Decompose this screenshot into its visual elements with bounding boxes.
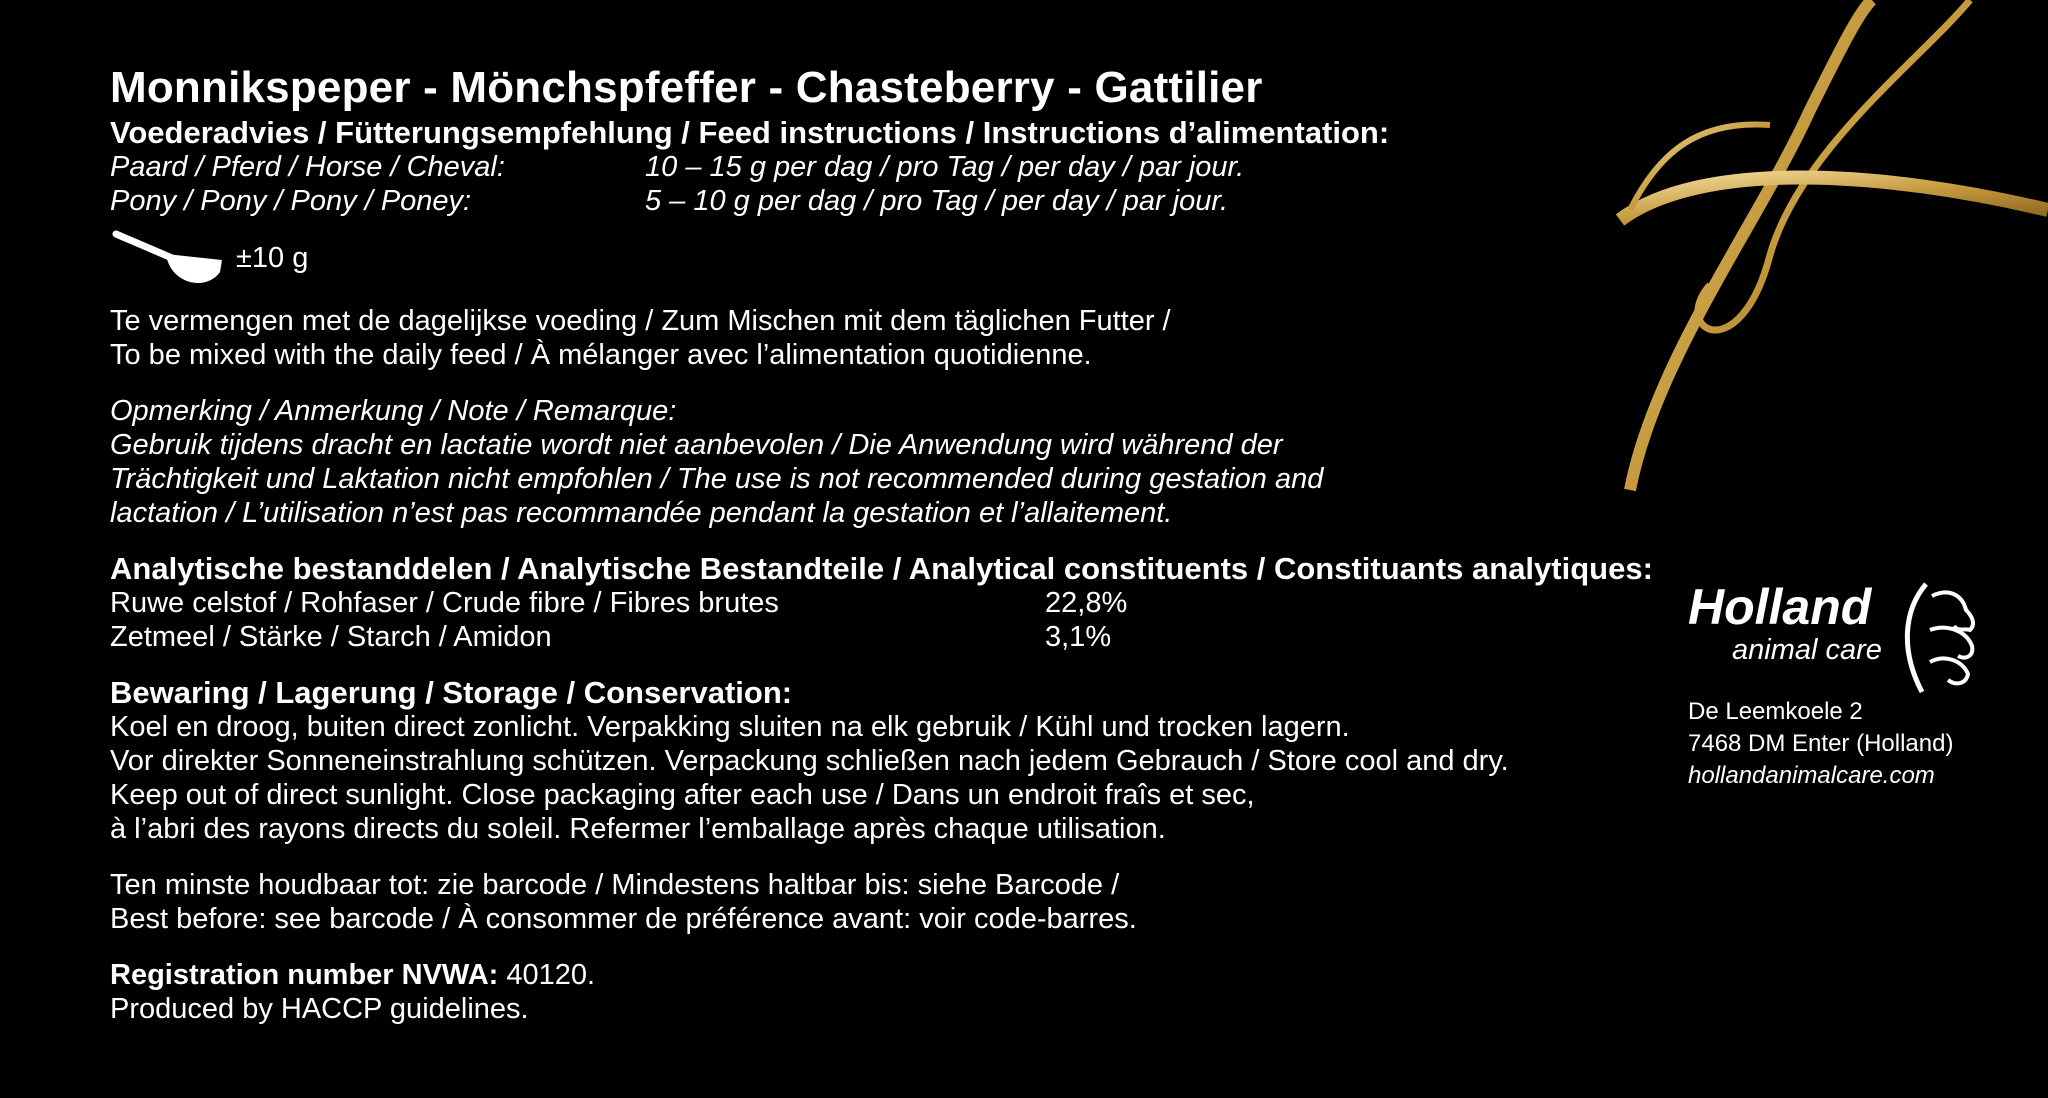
brand-block — [1688, 580, 2008, 792]
storage-heading: Bewaring / Lagerung / Storage / Conservation: — [110, 675, 793, 710]
feed-row-pony — [110, 184, 1670, 218]
scoop-icon — [110, 224, 230, 292]
note-heading: Opmerking / Anmerkung / Note / Remarque: — [110, 395, 677, 427]
storage-line: à l’abri des rayons directs du soleil. Refermer l’emballage après chaque utilisation. — [110, 813, 1166, 845]
analytical-name: Zetmeel / Stärke / Starch / Amidon — [110, 621, 552, 653]
mix-line: To be mixed with the daily feed / À mélanger avec l’alimentation quotidienne. — [110, 339, 1092, 371]
brand-name: Holland — [1688, 579, 1872, 635]
note-line: Trächtigkeit und Laktation nicht empfohlen / The use is not recommended during gestation and — [110, 463, 1324, 495]
feed-row-horse — [110, 150, 1670, 184]
analytical-row — [110, 620, 1670, 654]
analytical-value: 22,8% — [1045, 587, 1128, 619]
note-line: Gebruik tijdens dracht en lactatie wordt niet aanbevolen / Die Anwendung wird während der — [110, 429, 1283, 461]
registration — [110, 958, 1670, 992]
analytical-heading: Analytische bestanddelen / Analytische Bestandteile / Analytical constituents / Constituants analytiques: — [110, 551, 1653, 586]
haccp-note: Produced by HACCP guidelines. — [110, 993, 529, 1025]
scoop-label: ±10 g — [236, 241, 309, 274]
feed-amount: 10 – 15 g per dag / pro Tag / per day / par jour. — [645, 151, 1245, 183]
label-text — [110, 60, 1670, 1026]
storage-line: Koel en droog, buiten direct zonlicht. Verpakking sluiten na elk gebruik / Kühl und trocken lagern. — [110, 711, 1350, 743]
address-street: De Leemkoele 2 — [1688, 698, 1863, 725]
feed-heading: Voederadvies / Fütterungsempfehlung / Feed instructions / Instructions d’alimentation: — [110, 115, 1390, 150]
animal-heads-logo-icon — [1896, 580, 1978, 700]
analytical-value: 3,1% — [1045, 621, 1112, 653]
best-before-line: Ten minste houdbaar tot: zie barcode / Mindestens haltbar bis: siehe Barcode / — [110, 869, 1120, 901]
address-city: 7468 DM Enter (Holland) — [1688, 730, 1954, 757]
note-line: lactation / L’utilisation n’est pas recommandée pendant la gestation et l’allaitement. — [110, 497, 1173, 529]
scoop-info — [110, 222, 1670, 294]
best-before-line: Best before: see barcode / À consommer de préférence avant: voir code-barres. — [110, 903, 1137, 935]
feed-amount: 5 – 10 g per dag / pro Tag / per day / par jour. — [645, 185, 1229, 217]
registration-label: Registration number NVWA: — [110, 959, 499, 991]
storage-line: Vor direkter Sonneneinstrahlung schützen. Verpackung schließen nach jedem Gebrauch / Store cool and dry. — [110, 745, 1509, 777]
storage-line: Keep out of direct sunlight. Close packaging after each use / Dans un endroit fraîs et sec, — [110, 779, 1255, 811]
brand-sub: animal care — [1732, 634, 1882, 666]
page-title: Monnikspeper - Mönchspfeffer - Chasteberry - Gattilier — [110, 63, 1263, 112]
analytical-name: Ruwe celstof / Rohfaser / Crude fibre / Fibres brutes — [110, 587, 779, 619]
mix-line: Te vermengen met de dagelijkse voeding / Zum Mischen mit dem täglichen Futter / — [110, 305, 1171, 337]
analytical-row — [110, 586, 1670, 620]
feed-animal: Pony / Pony / Pony / Poney: — [110, 185, 472, 217]
feed-animal: Paard / Pferd / Horse / Cheval: — [110, 151, 505, 183]
website-link[interactable]: hollandanimalcare.com — [1688, 762, 1935, 789]
address-block — [1688, 696, 2008, 792]
registration-number: 40120. — [498, 959, 596, 991]
